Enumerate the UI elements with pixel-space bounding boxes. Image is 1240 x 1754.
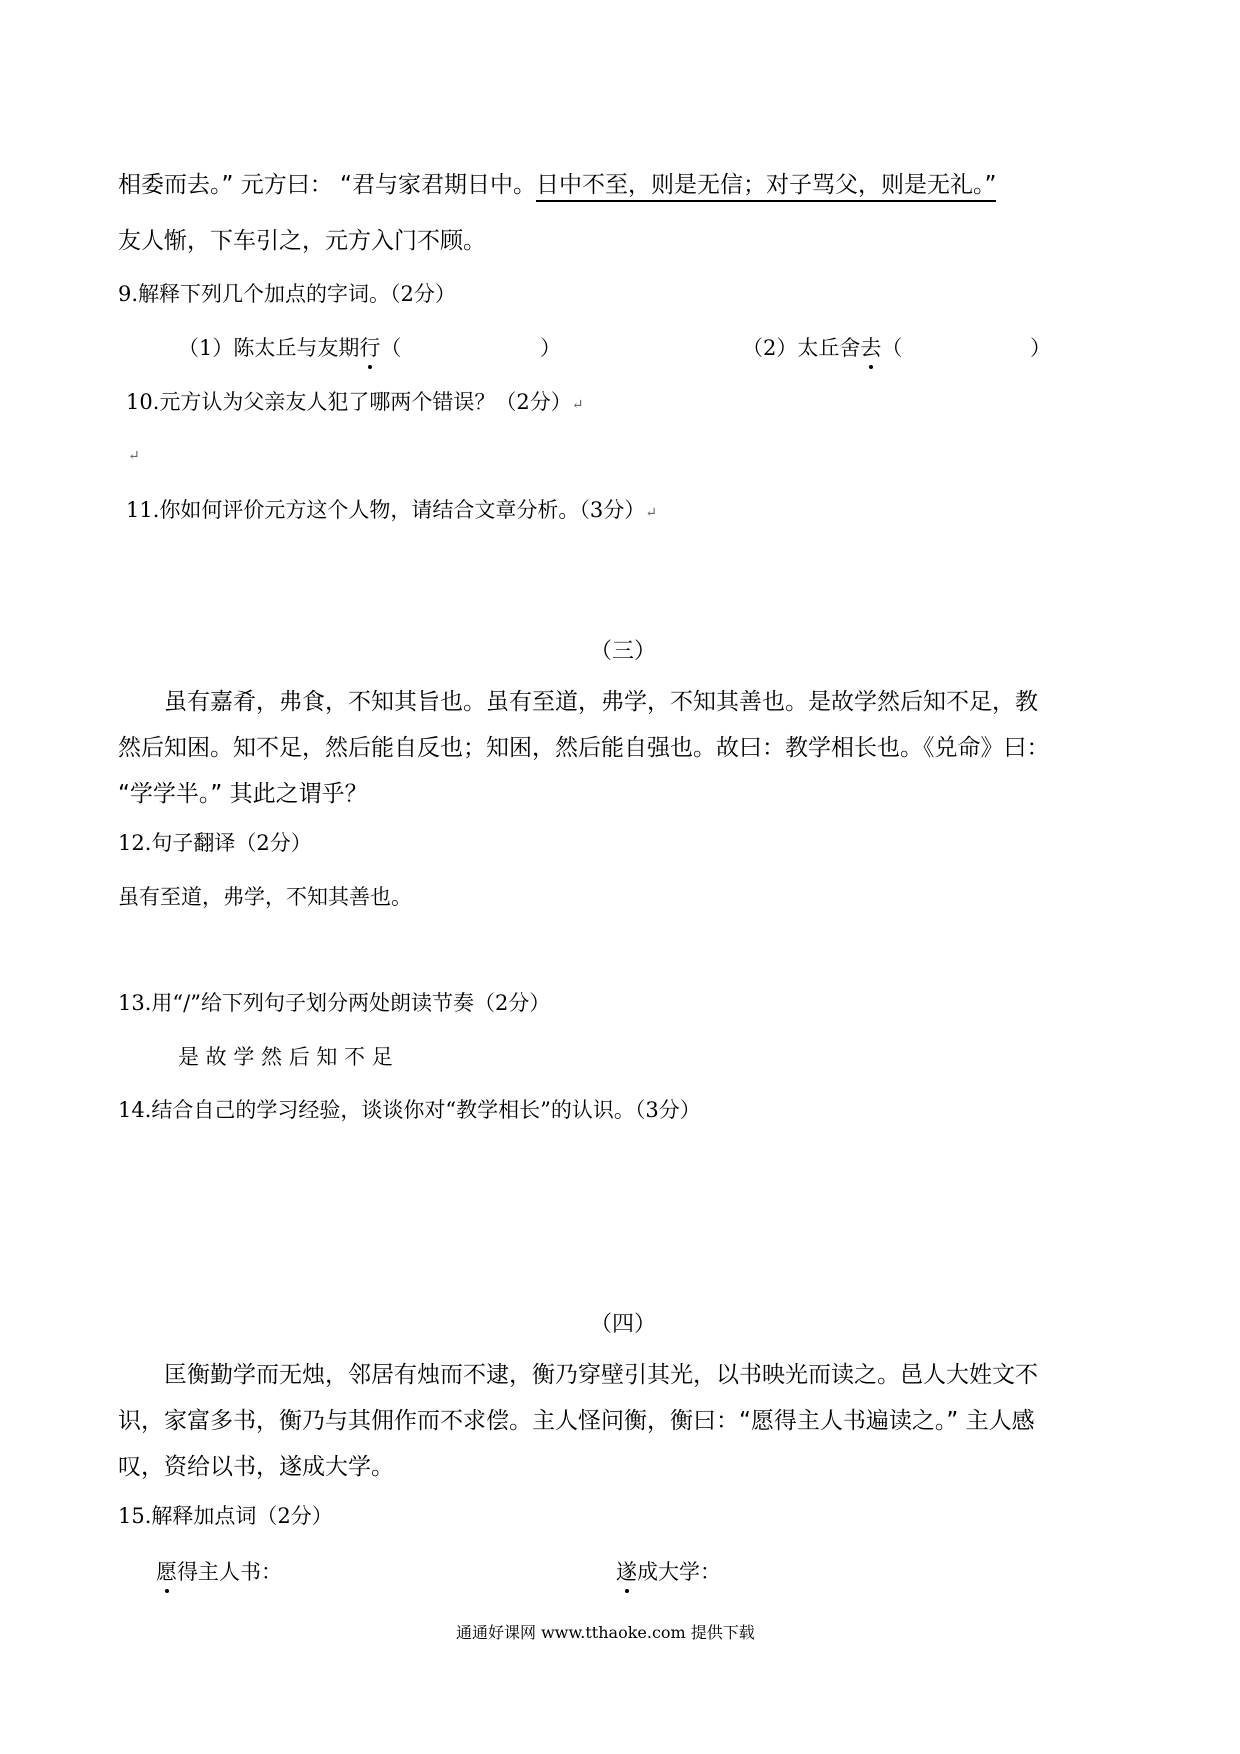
return-mark: ↵ — [645, 505, 657, 521]
item-text: （2）太丘舍 — [742, 336, 861, 360]
question-15: 15.解释加点词（2分） — [118, 1504, 333, 1528]
item-text: 成大学： — [637, 1560, 721, 1584]
question-9 — [118, 278, 456, 308]
question-12: 12.句子翻译（2分） — [118, 831, 312, 855]
question-9-item-2 — [742, 332, 902, 362]
passage-line — [118, 166, 996, 199]
answer-bracket-close: ） — [540, 336, 561, 360]
question-text: 11.你如何评价元方这个人物，请结合文章分析。（3分） — [126, 498, 646, 522]
item-text: 得主人书： — [177, 1560, 282, 1584]
passage-line — [118, 222, 486, 255]
dotted-character: 去 — [860, 332, 881, 362]
question-9-item-1 — [178, 332, 401, 362]
question-15-item-2 — [616, 1556, 721, 1586]
passage-line: 识，家富多书，衡乃与其佣作而不求偿。主人怪问衡，衡曰：“愿得主人书遍读之。” 主人感 — [118, 1408, 1035, 1434]
passage-text: 友人惭，下车引之，元方入门不顾。 — [118, 228, 486, 254]
passage-line: 匡衡勤学而无烛，邻居有烛而不逮，衡乃穿壁引其光，以书映光而读之。邑人大姓文不 — [164, 1362, 1038, 1388]
question-10 — [126, 386, 584, 416]
question-11 — [126, 494, 657, 524]
dotted-character: 愿 — [156, 1556, 177, 1586]
passage-line: 然后知困。知不足，然后能自反也；知困，然后能自强也。故曰：教学相长也。《兑命》曰： — [118, 735, 1050, 761]
return-mark: ↵ — [571, 397, 584, 413]
answer-bracket-open: （ — [380, 336, 402, 360]
question-14: 14.结合自己的学习经验，谈谈你对“教学相长”的认识。（3分） — [118, 1098, 701, 1122]
passage-line: 虽有嘉肴，弗食，不知其旨也。虽有至道，弗学，不知其善也。是故学然后知不足，教 — [164, 689, 1038, 715]
answer-bracket-open: （ — [881, 336, 903, 360]
passage-text: 相委而去。” 元方曰： “君与家君期日中。 — [118, 172, 536, 198]
page-footer: 通通好课网 www.tthaoke.com 提供下载 — [456, 1623, 755, 1642]
section-heading: （四） — [590, 1312, 657, 1337]
dotted-character: 行 — [359, 332, 380, 362]
question-text: 10.元方认为父亲友人犯了哪两个错误？（2分） — [126, 390, 572, 414]
section-heading: （三） — [590, 639, 657, 664]
rhythm-sentence: 是 故 学 然 后 知 不 足 — [178, 1045, 393, 1069]
passage-line: 叹，资给以书，遂成大学。 — [118, 1454, 394, 1480]
underlined-sentence: 日中不至，则是无信；对子骂父，则是无礼。” — [536, 172, 996, 202]
question-13: 13.用“/”给下列句子划分两处朗读节奏（2分） — [118, 991, 551, 1015]
return-mark: ↵ — [128, 448, 140, 464]
item-text: （1）陈太丘与友期 — [178, 336, 360, 360]
translation-sentence: 虽有至道，弗学，不知其善也。 — [118, 885, 412, 909]
question-text: 9.解释下列几个加点的字词。（2分） — [118, 282, 456, 306]
answer-bracket-close: ） — [1030, 336, 1051, 360]
dotted-character: 遂 — [616, 1556, 637, 1586]
passage-line: “学学半。” 其此之谓乎？ — [118, 781, 368, 807]
question-15-item-1 — [156, 1556, 282, 1586]
